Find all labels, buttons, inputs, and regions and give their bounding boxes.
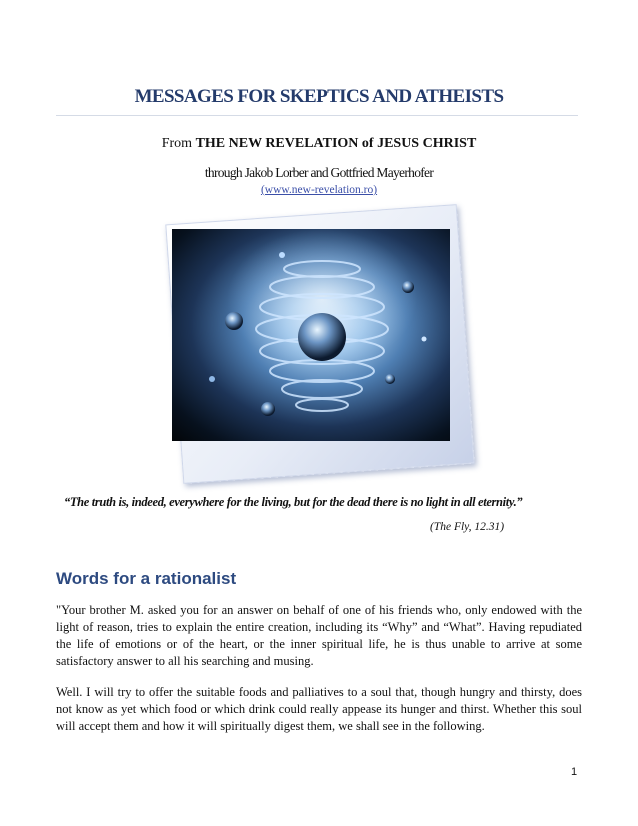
title-divider xyxy=(56,115,578,116)
source-line xyxy=(0,136,638,152)
cosmic-spiral-image xyxy=(172,229,450,441)
epigraph-quote: “The truth is, indeed, everywhere for the living, but for the dead there is no light in all eternity.” xyxy=(64,495,523,509)
authors-line: through Jakob Lorber and Gottfried Mayerhofer xyxy=(204,165,434,180)
epigraph-citation: (The Fly, 12.31) xyxy=(430,521,505,533)
website-link[interactable]: (www.new-revelation.ro) xyxy=(260,184,378,196)
spiral-illustration xyxy=(172,229,450,441)
page-number: 1 xyxy=(571,766,578,778)
body-paragraph: Well. I will try to offer the suitable foods and palliatives to a soul that, though hungry and thirsty, does not know as yet which food or which drink could really appease its hunger and thirst. Whether this soul will accept them and how it will spiritually digest them, we shall see in the following. xyxy=(56,685,582,733)
body-paragraph: "Your brother M. asked you for an answer on behalf of one of his friends who, only endowed with the light of reason, tries to explain the entire creation, including its “Why” and “What”. Having repudiated the life of emotions or of the heart, or the inner spiritual life, he is thus unable to arrive at some satisfactory answer to all his searching and musing. xyxy=(56,603,582,668)
section-heading: Words for a rationalist xyxy=(56,569,237,588)
source-prefix: From xyxy=(161,136,193,151)
source-work-title: THE NEW REVELATION of JESUS CHRIST xyxy=(195,136,477,151)
document-title: MESSAGES FOR SKEPTICS AND ATHEISTS xyxy=(134,86,504,107)
